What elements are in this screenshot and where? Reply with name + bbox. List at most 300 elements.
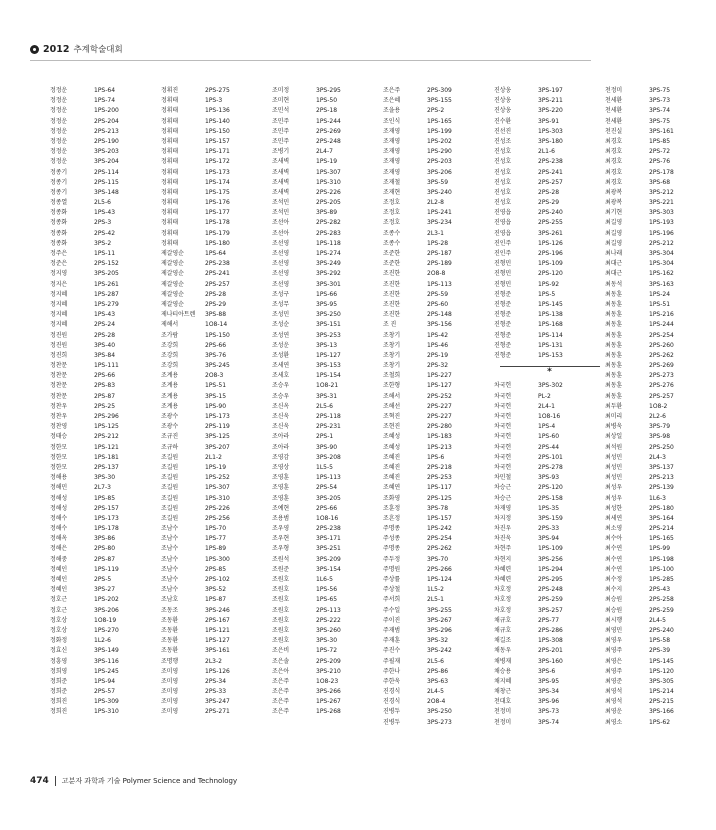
paper-code: 3PS-292	[316, 270, 341, 278]
paper-code: 2PS-266	[427, 565, 452, 573]
paper-code: 1PS-126	[538, 239, 563, 247]
index-entry	[494, 229, 605, 239]
author-name: 진형준	[494, 331, 512, 339]
index-entry	[50, 96, 161, 106]
paper-code: 2PS-120	[538, 270, 563, 278]
paper-code: 2PS-201	[538, 647, 563, 655]
index-entry	[605, 188, 716, 198]
paper-code: 2PS-66	[316, 504, 338, 512]
author-name: 진형준	[494, 351, 512, 359]
index-entry	[605, 229, 716, 239]
author-name: 정찬우	[50, 402, 68, 410]
paper-code: 1PS-261	[94, 280, 119, 288]
paper-code: 1PS-145	[538, 300, 563, 308]
paper-code: 2PS-28	[205, 290, 227, 298]
author-name: 최수지	[605, 586, 623, 594]
paper-code: 2L4-1	[538, 402, 555, 410]
author-name: 최성우	[605, 494, 623, 502]
paper-code: 2PS-227	[427, 402, 452, 410]
author-name: 정지은	[50, 280, 68, 288]
paper-code: 3PS-246	[205, 606, 230, 614]
author-name: 진형준	[494, 300, 512, 308]
author-name: 채창근	[494, 688, 512, 696]
index-entry	[50, 534, 161, 544]
paper-code: 3PS-208	[316, 453, 341, 461]
index-entry	[494, 106, 605, 116]
author-name: 진영읍	[494, 229, 512, 237]
paper-code: 1PS-127	[316, 351, 341, 359]
index-entry	[161, 687, 272, 697]
author-name: 진영읍	[494, 219, 512, 227]
paper-code: 3PS-34	[538, 688, 560, 696]
author-name: 제나티아트렌	[161, 311, 196, 319]
author-name: 조승우	[272, 392, 290, 400]
index-entry	[383, 229, 494, 239]
index-entry	[605, 687, 716, 697]
index-entry	[605, 636, 716, 646]
paper-code: 1PS-89	[205, 545, 227, 553]
index-entry	[272, 443, 383, 453]
index-entry	[272, 606, 383, 616]
author-name: 조남수	[161, 545, 179, 553]
author-name: 주수일	[383, 606, 401, 614]
paper-code: 1PS-145	[649, 657, 674, 665]
index-entry	[494, 168, 605, 178]
index-entry	[605, 473, 716, 483]
index-entry	[161, 483, 272, 493]
author-name: 조미영	[161, 688, 179, 696]
paper-code: 3PS-260	[316, 626, 341, 634]
index-entry	[383, 86, 494, 96]
paper-code: 3PS-266	[316, 688, 341, 696]
author-name: 최영은	[605, 657, 623, 665]
paper-code: 1PS-136	[205, 107, 230, 115]
author-name: 진형민	[494, 270, 512, 278]
paper-code: 1PS-3	[205, 97, 223, 105]
paper-code: 3PS-2	[94, 239, 112, 247]
index-entry	[161, 106, 272, 116]
author-name: 정휘태	[161, 188, 179, 196]
index-entry	[272, 707, 383, 717]
paper-code: 3PS-161	[205, 647, 230, 655]
author-name: 최성민	[605, 474, 623, 482]
paper-code: 2PS-54	[316, 484, 338, 492]
paper-code: 1PS-267	[316, 698, 341, 706]
paper-code: 2PS-269	[649, 362, 674, 370]
index-entry	[494, 392, 605, 402]
paper-code: 1PS-180	[205, 239, 230, 247]
author-name: 최동석	[605, 280, 623, 288]
index-entry	[605, 443, 716, 453]
author-name: 차국헌	[494, 463, 512, 471]
index-entry	[383, 331, 494, 341]
paper-code: 2PS-1	[316, 433, 334, 441]
index-entry	[272, 402, 383, 412]
author-name: 최시행	[605, 616, 623, 624]
author-name: 정진원	[50, 331, 68, 339]
paper-code: 1PS-138	[538, 311, 563, 319]
index-entry	[383, 290, 494, 300]
paper-code: 2PS-241	[538, 168, 563, 176]
index-entry	[272, 432, 383, 442]
index-entry	[605, 178, 716, 188]
author-name: 최동훈	[605, 372, 623, 380]
index-entry	[161, 473, 272, 483]
author-name: 정휘태	[161, 209, 179, 217]
author-name: 조성무	[272, 300, 290, 308]
index-entry	[494, 555, 605, 565]
index-entry	[272, 555, 383, 565]
paper-code: 1PS-124	[427, 576, 452, 583]
author-name: 조원석	[272, 555, 290, 563]
index-entry	[383, 178, 494, 188]
paper-code: 3PS-13	[316, 341, 338, 349]
author-name: 정찬문	[50, 392, 68, 400]
author-name: 조예현	[272, 504, 290, 512]
index-entry	[494, 269, 605, 279]
author-name: 조성환	[272, 351, 290, 359]
author-name: 조미영	[161, 667, 179, 675]
index-entry	[161, 514, 272, 524]
paper-code: 2PS-24	[94, 321, 116, 329]
author-name: 조혁진	[383, 413, 401, 420]
index-entry	[272, 198, 383, 208]
author-name: 최수아	[605, 535, 623, 543]
author-name: 정휘태	[161, 158, 179, 166]
index-entry	[383, 320, 494, 330]
author-name: 최성민	[605, 453, 623, 461]
author-name: 최동훈	[605, 311, 623, 319]
paper-code: 1PS-90	[205, 402, 227, 410]
paper-code: 2PS-34	[205, 677, 227, 685]
author-name: 조남호	[161, 596, 179, 604]
author-name: 조석민	[272, 209, 290, 217]
index-entry	[494, 443, 605, 453]
author-name: 정지혜	[50, 321, 68, 329]
paper-code: 1PS-244	[316, 117, 341, 125]
author-name: 정호상	[50, 626, 68, 634]
paper-code: 1PS-74	[94, 97, 116, 105]
author-name: 조강희	[161, 362, 179, 370]
paper-code: 1PS-171	[205, 148, 230, 156]
paper-code: 1PS-245	[94, 667, 119, 675]
paper-code: 3PS-74	[538, 718, 560, 726]
author-name: 조영상	[272, 463, 290, 471]
author-name: 정희진	[50, 698, 68, 706]
paper-code: 1PS-113	[427, 280, 452, 288]
author-name: 정주은	[50, 250, 68, 257]
author-name: 조재영	[383, 148, 401, 156]
author-name: 주명종	[383, 545, 401, 553]
paper-code: 2PS-273	[649, 372, 674, 380]
author-name: 정혜인	[50, 565, 68, 573]
author-name: 조 진	[383, 321, 397, 329]
author-name: 조가람	[161, 331, 179, 339]
author-name: 정휘태	[161, 178, 179, 186]
index-entry	[50, 483, 161, 493]
index-entry	[272, 218, 383, 228]
index-entry	[272, 147, 383, 157]
index-entry	[272, 117, 383, 127]
index-entry	[494, 402, 605, 412]
author-name: 최영우	[605, 637, 623, 645]
paper-code: 3PS-30	[94, 474, 116, 482]
paper-code: 2PS-213	[94, 127, 119, 135]
paper-code: 2PS-271	[205, 708, 230, 716]
author-name: 정종열	[50, 199, 68, 207]
index-entry	[161, 208, 272, 218]
paper-code: 3PS-251	[316, 545, 341, 553]
paper-code: 1PS-193	[649, 219, 674, 227]
author-name: 최병욱	[605, 423, 623, 431]
author-name: 채병재	[494, 657, 512, 665]
index-entry	[383, 616, 494, 626]
author-name: 조창기	[383, 362, 401, 370]
paper-code: 3PS-295	[316, 87, 341, 94]
index-entry	[605, 677, 716, 687]
index-entry	[50, 463, 161, 473]
paper-code: 1PS-213	[427, 443, 452, 451]
index-entry	[494, 422, 605, 432]
author-name: 조석민	[272, 199, 290, 207]
paper-code: 2PS-85	[205, 565, 227, 573]
paper-code: 2PS-29	[205, 300, 227, 308]
author-name: 진수환	[494, 117, 512, 125]
index-column	[383, 86, 494, 728]
index-entry	[494, 595, 605, 605]
index-entry	[383, 249, 494, 259]
footer-divider	[55, 776, 56, 786]
paper-code: 1PS-43	[94, 209, 116, 217]
paper-code: 1L6-3	[649, 494, 666, 502]
author-name: 진성호	[494, 188, 512, 196]
index-entry	[272, 504, 383, 514]
paper-code: 3PS-91	[538, 117, 560, 125]
index-entry	[383, 657, 494, 667]
index-entry	[161, 117, 272, 127]
paper-code: 3PS-151	[316, 321, 341, 329]
index-entry	[605, 718, 716, 728]
index-entry	[50, 585, 161, 595]
paper-code: 2PS-257	[649, 392, 674, 400]
author-name: 조은주	[272, 688, 290, 696]
author-name: 정호근	[50, 606, 68, 614]
paper-code: 3PS-95	[316, 300, 338, 308]
paper-code: 2PS-77	[538, 616, 560, 624]
index-entry	[383, 147, 494, 157]
author-name: 조창기	[383, 331, 401, 339]
paper-code: 3PS-6	[538, 667, 556, 675]
paper-code: 1PS-307	[316, 168, 341, 176]
paper-code: 1O8-16	[316, 514, 339, 522]
index-entry	[494, 687, 605, 697]
author-name: 채규호	[494, 626, 512, 634]
index-entry	[605, 351, 716, 361]
author-name: 조미영	[161, 698, 179, 706]
paper-code: 1PS-172	[205, 158, 230, 166]
index-entry	[272, 127, 383, 137]
index-entry	[161, 290, 272, 300]
index-entry	[494, 208, 605, 218]
index-entry	[272, 137, 383, 147]
paper-code: 3PS-59	[427, 178, 449, 186]
paper-code: 2PS-113	[316, 606, 341, 614]
index-entry	[383, 371, 494, 381]
author-name: 진상웅	[494, 97, 512, 105]
author-name: 정휘태	[161, 219, 179, 227]
index-entry	[494, 646, 605, 656]
paper-code: 1PS-64	[205, 250, 227, 257]
index-entry	[383, 473, 494, 483]
paper-code: 2PS-238	[316, 525, 341, 533]
author-name: 차혜련	[494, 565, 512, 573]
author-name: 주이진	[383, 616, 401, 624]
header-title: 추계학술대회	[73, 45, 123, 55]
author-name: 최상일	[605, 433, 623, 441]
paper-code: 2PS-32	[427, 362, 449, 370]
index-entry	[494, 198, 605, 208]
index-entry	[605, 646, 716, 656]
paper-code: 2L4-5	[649, 616, 666, 624]
author-name: 조아라	[272, 443, 290, 451]
index-entry	[383, 524, 494, 534]
index-entry	[383, 127, 494, 137]
index-entry	[605, 555, 716, 565]
paper-code: 1PS-179	[205, 229, 230, 237]
paper-code: 2PS-226	[316, 188, 341, 196]
paper-code: 2PS-278	[538, 463, 563, 471]
author-name: 정혜인	[50, 576, 68, 583]
paper-code: 2PS-258	[649, 596, 674, 604]
paper-code: 1L2-6	[94, 637, 111, 645]
author-name: 정해성	[50, 494, 68, 502]
author-name: 차승근	[494, 484, 512, 492]
index-entry	[161, 595, 272, 605]
index-entry	[161, 381, 272, 391]
author-name: 주상률	[383, 576, 401, 583]
paper-code: 1PS-157	[427, 514, 452, 522]
author-name: 정해은	[50, 545, 68, 553]
author-name: 조혜진	[383, 453, 401, 461]
paper-code: 3PS-63	[427, 677, 449, 685]
index-entry	[605, 392, 716, 402]
author-name: 차국헌	[494, 392, 512, 400]
paper-code: 2PS-66	[94, 372, 116, 380]
author-name: 조길원	[161, 474, 179, 482]
paper-code: 3PS-211	[538, 97, 563, 105]
author-name: 조남수	[161, 576, 179, 583]
author-name: 정지혜	[50, 300, 68, 308]
index-entry	[161, 585, 272, 595]
paper-code: 3PS-75	[649, 87, 671, 94]
index-entry	[272, 646, 383, 656]
index-entry	[383, 422, 494, 432]
author-name: 최동훈	[605, 382, 623, 390]
index-entry	[50, 626, 161, 636]
index-entry	[272, 483, 383, 493]
author-name: 조원준	[272, 565, 290, 573]
index-entry	[50, 137, 161, 147]
paper-code: 1PS-62	[649, 718, 671, 726]
paper-code: 3PS-31	[316, 392, 338, 400]
index-entry	[383, 646, 494, 656]
paper-code: 2PS-57	[94, 688, 116, 696]
paper-code: 1PS-165	[649, 535, 674, 543]
paper-code: 2PS-190	[94, 137, 119, 145]
paper-code: 2PS-226	[205, 504, 230, 512]
paper-code: 1PS-24	[649, 290, 671, 298]
index-entry	[161, 351, 272, 361]
author-name: 최광복	[605, 199, 623, 207]
author-name: 채지혜	[494, 677, 512, 685]
index-entry	[161, 239, 272, 249]
paper-code: 2PS-33	[538, 525, 560, 533]
paper-code: 1PS-120	[649, 667, 674, 675]
author-name: 조은비	[272, 647, 290, 655]
author-name: 조창기	[383, 351, 401, 359]
author-name: 차승근	[494, 494, 512, 502]
paper-code: 3PS-302	[538, 382, 563, 390]
author-name: 최석원	[605, 443, 623, 451]
paper-code: 1PS-85	[649, 137, 671, 145]
paper-code: 2PS-212	[649, 239, 674, 247]
author-name: 진성호	[494, 178, 512, 186]
index-entry	[605, 381, 716, 391]
index-entry	[272, 310, 383, 320]
author-name: 조진한	[383, 270, 401, 278]
paper-code: 1O8-19	[94, 616, 117, 624]
paper-code: 1PS-150	[205, 331, 230, 339]
author-name: 주한나	[383, 667, 401, 675]
author-name: 정희준	[50, 688, 68, 696]
author-name: 정정운	[50, 148, 68, 156]
paper-code: 1PS-300	[205, 555, 230, 563]
index-entry	[161, 341, 272, 351]
author-name: 조아라	[272, 433, 290, 441]
index-entry	[161, 544, 272, 554]
paper-code: 2L5-6	[427, 657, 444, 665]
index-entry	[272, 229, 383, 239]
author-name: 최영소	[605, 718, 623, 726]
index-entry	[494, 473, 605, 483]
author-name: 최동훈	[605, 341, 623, 349]
index-entry	[383, 697, 494, 707]
author-name: 조동환	[161, 626, 179, 634]
index-entry	[383, 137, 494, 147]
author-name: 제갈영순	[161, 260, 184, 268]
author-name: 조새벽	[272, 158, 290, 166]
author-name: 조한형	[383, 382, 401, 390]
author-name: 주진수	[383, 647, 401, 655]
index-entry	[50, 290, 161, 300]
author-name: 진경식	[383, 698, 401, 706]
index-entry	[605, 218, 716, 228]
index-entry	[605, 300, 716, 310]
paper-code: 2PS-276	[649, 382, 674, 390]
author-name: 정종화	[50, 229, 68, 237]
author-name: 조신욱	[272, 423, 290, 431]
author-name: 조은주	[383, 87, 401, 94]
paper-code: 2PS-260	[649, 341, 674, 349]
author-name: 정휘태	[161, 168, 179, 176]
paper-code: 1PS-173	[205, 168, 230, 176]
paper-code: 1PS-173	[205, 413, 230, 420]
paper-code: 1PS-85	[94, 494, 116, 502]
index-entry	[383, 443, 494, 453]
paper-code: 1PS-303	[538, 127, 563, 135]
author-name: 조길원	[161, 504, 179, 512]
paper-code: 2PS-33	[205, 688, 227, 696]
